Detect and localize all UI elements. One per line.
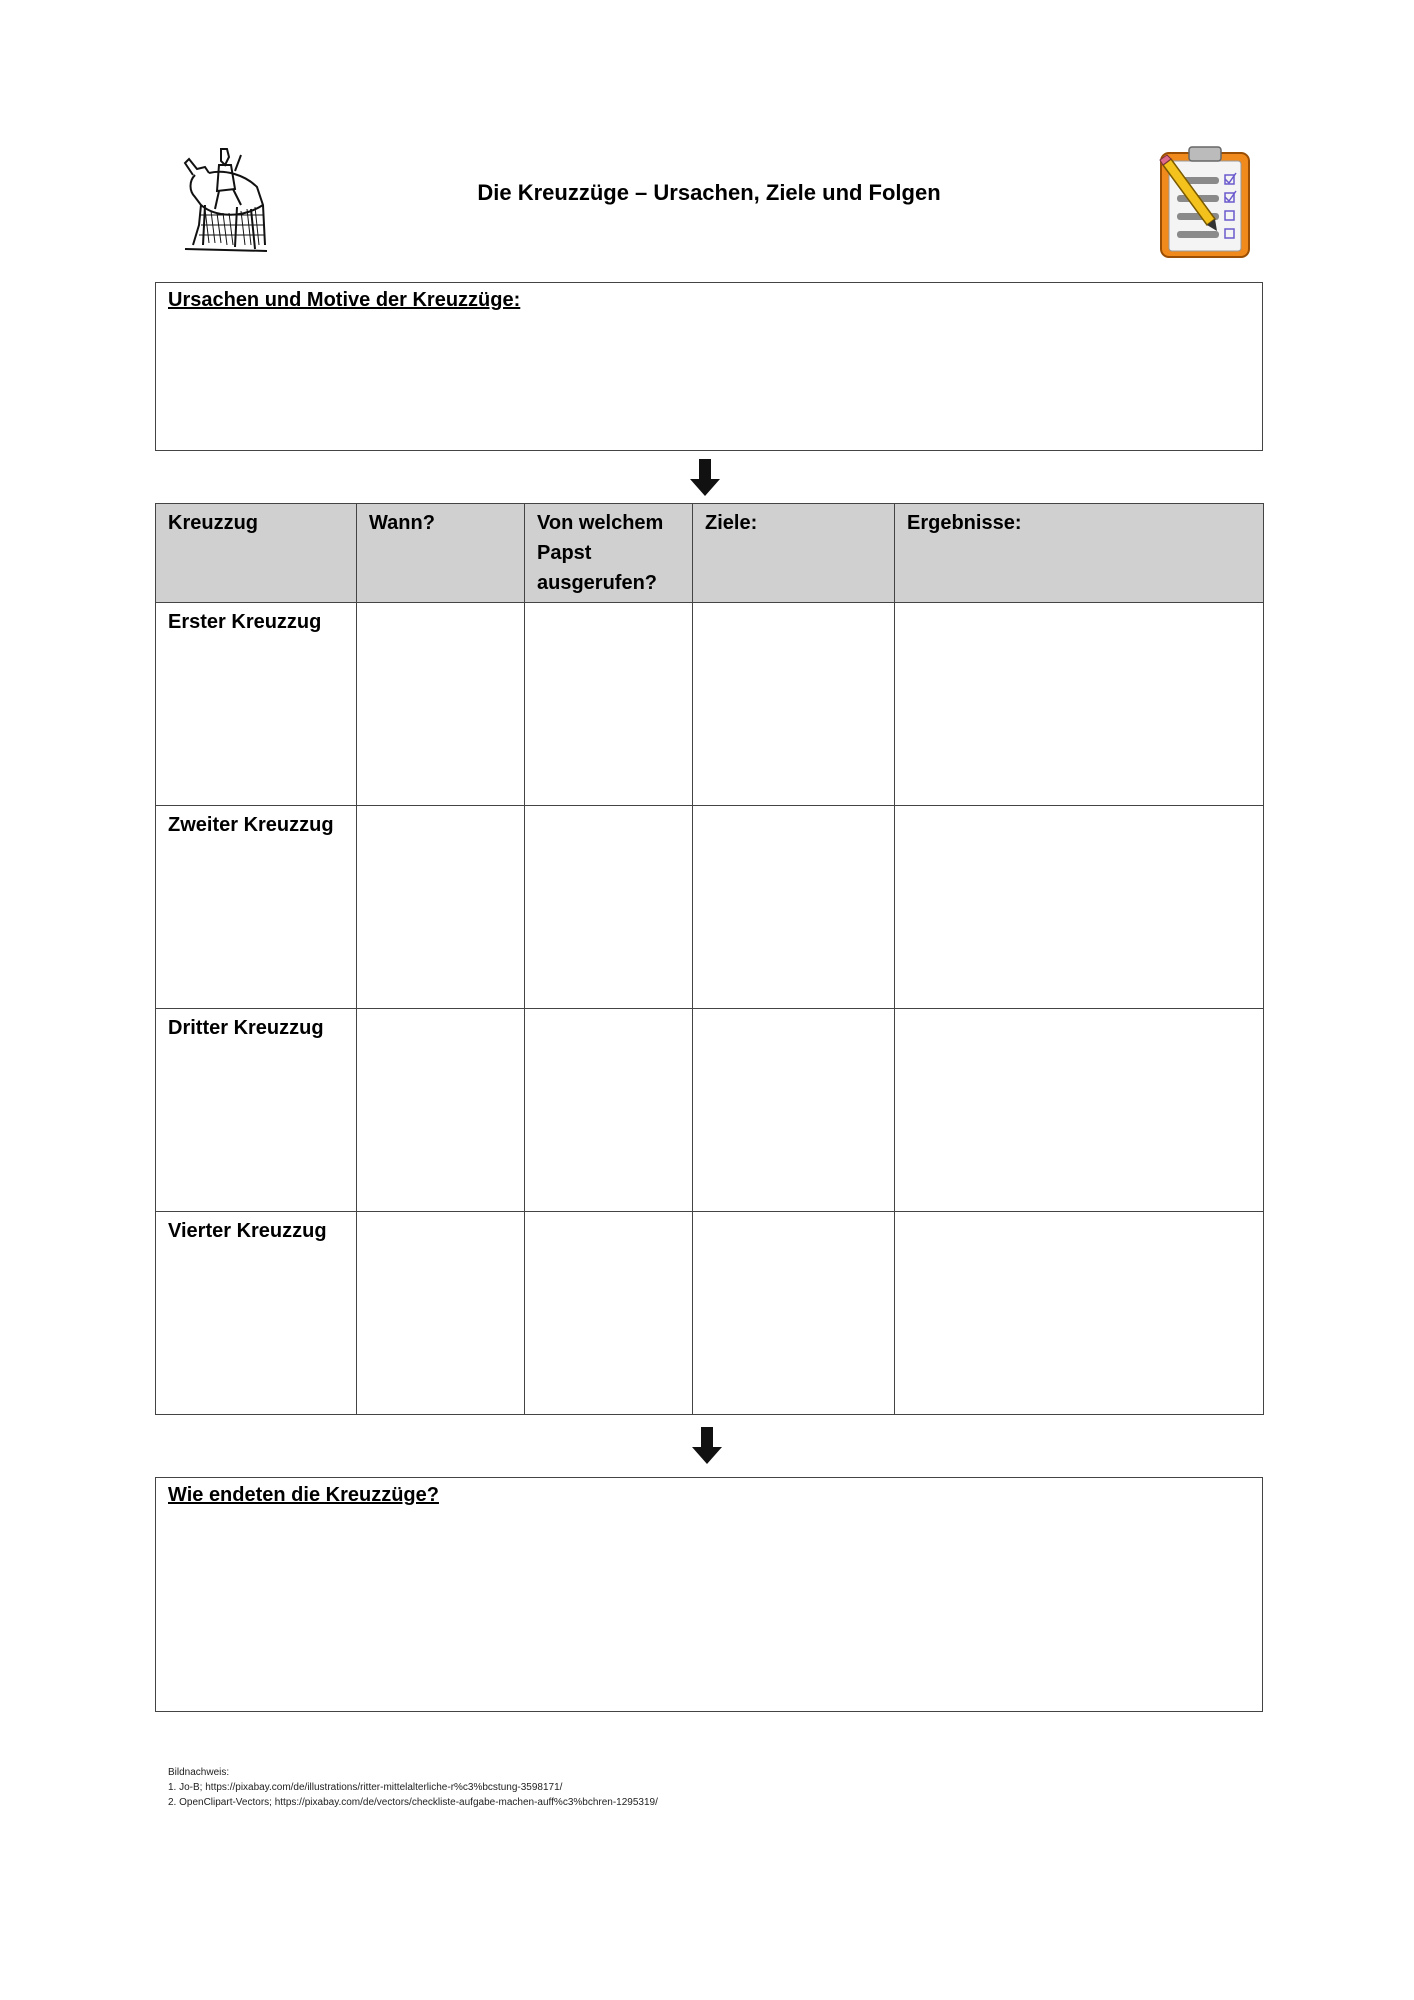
- causes-box: [155, 282, 1263, 451]
- cell-goals[interactable]: [693, 603, 895, 806]
- crusades-table: [155, 503, 1264, 1415]
- row-label-first: Erster Kreuzzug: [156, 603, 357, 806]
- image-credits: [168, 1765, 658, 1810]
- table-row: [156, 603, 1264, 806]
- credit-line: 1. Jo-B; https://pixabay.com/de/illustrations/ritter-mittelalterliche-r%c3%bcstung-3598171/: [168, 1782, 563, 1793]
- cell-results[interactable]: [895, 806, 1264, 1009]
- table-row: [156, 1212, 1264, 1415]
- row-label-second: Zweiter Kreuzzug: [156, 806, 357, 1009]
- cell-when[interactable]: [357, 806, 525, 1009]
- header-pope: Von welchem Papst ausgerufen?: [525, 504, 693, 603]
- header-goals: Ziele:: [693, 504, 895, 603]
- cell-goals[interactable]: [693, 806, 895, 1009]
- cell-results[interactable]: [895, 1009, 1264, 1212]
- arrow-down-icon: [688, 459, 722, 497]
- cell-goals[interactable]: [693, 1009, 895, 1212]
- ending-box: [155, 1477, 1263, 1712]
- cell-pope[interactable]: [525, 806, 693, 1009]
- cell-pope[interactable]: [525, 1212, 693, 1415]
- cell-results[interactable]: [895, 1212, 1264, 1415]
- cell-pope[interactable]: [525, 1009, 693, 1212]
- cell-when[interactable]: [357, 1212, 525, 1415]
- cell-goals[interactable]: [693, 1212, 895, 1415]
- causes-label: Ursachen und Motive der Kreuzzüge:: [168, 289, 521, 311]
- ending-label: Wie endeten die Kreuzzüge?: [168, 1484, 439, 1506]
- row-label-third: Dritter Kreuzzug: [156, 1009, 357, 1212]
- credit-line: 2. OpenClipart-Vectors; https://pixabay.com/de/vectors/checkliste-aufgabe-machen-auff%c3%bchren-1295319/: [168, 1797, 658, 1808]
- table-header-row: [156, 504, 1264, 603]
- cell-pope[interactable]: [525, 603, 693, 806]
- page-header: [155, 145, 1263, 265]
- cell-when[interactable]: [357, 1009, 525, 1212]
- table-row: [156, 806, 1264, 1009]
- row-label-fourth: Vierter Kreuzzug: [156, 1212, 357, 1415]
- arrow-down-icon: [690, 1427, 724, 1465]
- credits-heading: Bildnachweis:: [168, 1767, 230, 1778]
- header-crusade: Kreuzzug: [156, 504, 357, 603]
- table-row: [156, 1009, 1264, 1212]
- header-when: Wann?: [357, 504, 525, 603]
- cell-results[interactable]: [895, 603, 1264, 806]
- page-title: Die Kreuzzüge – Ursachen, Ziele und Folgen: [477, 180, 941, 205]
- header-results: Ergebnisse:: [895, 504, 1264, 603]
- cell-when[interactable]: [357, 603, 525, 806]
- clipboard-checklist-icon: [1155, 145, 1255, 260]
